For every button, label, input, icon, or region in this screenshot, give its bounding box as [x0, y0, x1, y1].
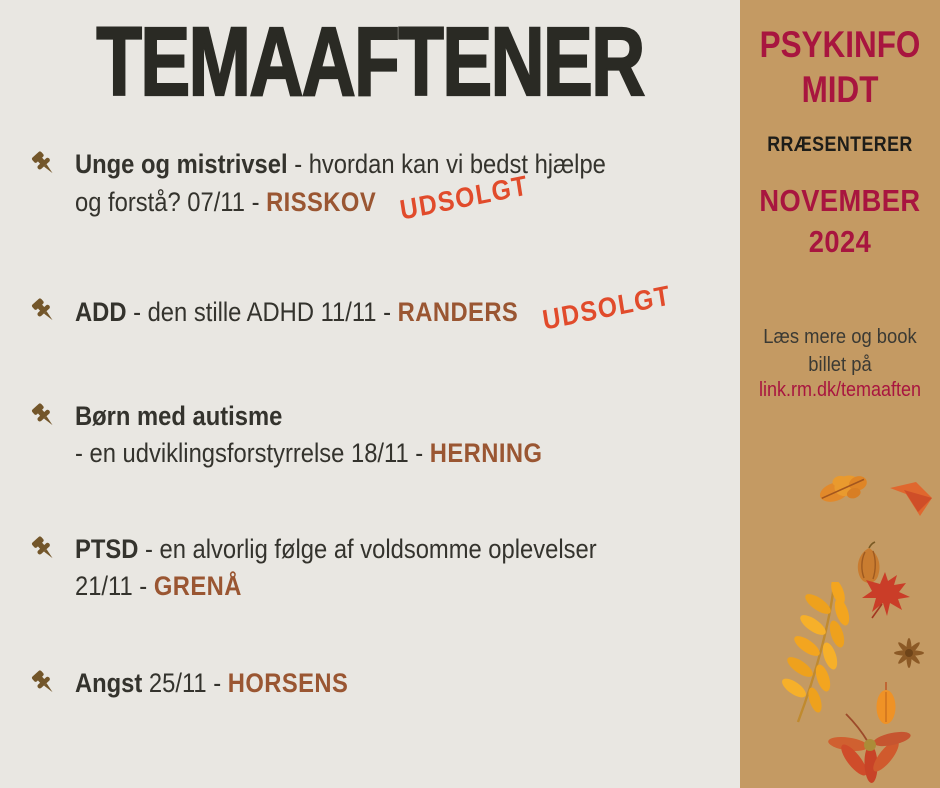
- event-text: [75, 665, 348, 702]
- event-line: [75, 398, 542, 435]
- pushpin-icon: [28, 667, 60, 699]
- event-line: [75, 435, 542, 472]
- event-item-angst: [28, 665, 386, 702]
- sidebar: [740, 0, 940, 788]
- page-title: TEMAAFTENER: [96, 7, 644, 116]
- creeper-leaf-icon: [826, 712, 914, 786]
- event-location: RANDERS: [397, 297, 519, 327]
- presents-label: RRÆSENTERER: [767, 133, 913, 156]
- event-line: [75, 531, 597, 568]
- event-location: GRENÅ: [153, 571, 242, 601]
- event-description: - den stille ADHD 11/11 -: [126, 297, 398, 327]
- event-item-unge-og-mistrivsel: [28, 146, 678, 226]
- month-label: [752, 180, 928, 262]
- event-title: Unge og mistrivsel: [75, 149, 288, 179]
- pushpin-icon: [28, 400, 60, 432]
- event-item-add: [28, 279, 752, 336]
- event-line: [75, 665, 348, 702]
- event-location: HORSENS: [227, 668, 349, 698]
- event-item-boern-med-autisme: [28, 398, 606, 472]
- brand-line1: PSYKINFO: [759, 24, 921, 65]
- event-description: - hvordan kan vi bedst hjælpe: [287, 149, 606, 179]
- sold-out-badge: UDSOLGT: [397, 169, 531, 226]
- event-date: - en udviklingsforstyrrelse 18/11 -: [75, 438, 430, 468]
- event-title: PTSD: [75, 534, 139, 564]
- oak-leaf-icon: [812, 463, 876, 515]
- cta-text: [748, 323, 932, 379]
- pushpin-icon: [28, 148, 60, 180]
- red-leaf-icon: [888, 480, 934, 518]
- event-date: 25/11 -: [142, 668, 228, 698]
- event-date: og forstå? 07/11 -: [75, 187, 267, 217]
- month-line2: 2024: [808, 224, 872, 259]
- event-line: [75, 169, 606, 226]
- star-anise-icon: [890, 636, 928, 670]
- event-description: - en alvorlig følge af voldsomme oplevelser: [138, 534, 597, 564]
- event-title: ADD: [75, 297, 127, 327]
- month-line1: NOVEMBER: [759, 183, 921, 218]
- booking-link[interactable]: link.rm.dk/temaaften: [758, 379, 922, 401]
- event-line: [75, 568, 597, 605]
- pushpin-icon: [28, 295, 60, 327]
- event-text: [75, 146, 606, 226]
- event-title: Angst: [75, 668, 143, 698]
- event-item-ptsd: [28, 531, 668, 605]
- cta-line2: billet på: [808, 354, 872, 376]
- event-text: [75, 398, 542, 472]
- event-title: Børn med autisme: [75, 401, 283, 431]
- sold-out-badge: UDSOLGT: [540, 279, 673, 336]
- event-location: RISSKOV: [266, 187, 377, 217]
- brand-line2: MIDT: [801, 69, 879, 110]
- pushpin-icon: [28, 533, 60, 565]
- brand-name: [755, 22, 925, 112]
- event-date: 21/11 -: [75, 571, 154, 601]
- event-location: HERNING: [429, 438, 543, 468]
- rowan-leaf-icon: [768, 582, 868, 727]
- cta-line1: Læs mere og book: [763, 326, 917, 348]
- event-text: [75, 531, 597, 605]
- event-line: [75, 279, 673, 336]
- event-text: [75, 279, 673, 336]
